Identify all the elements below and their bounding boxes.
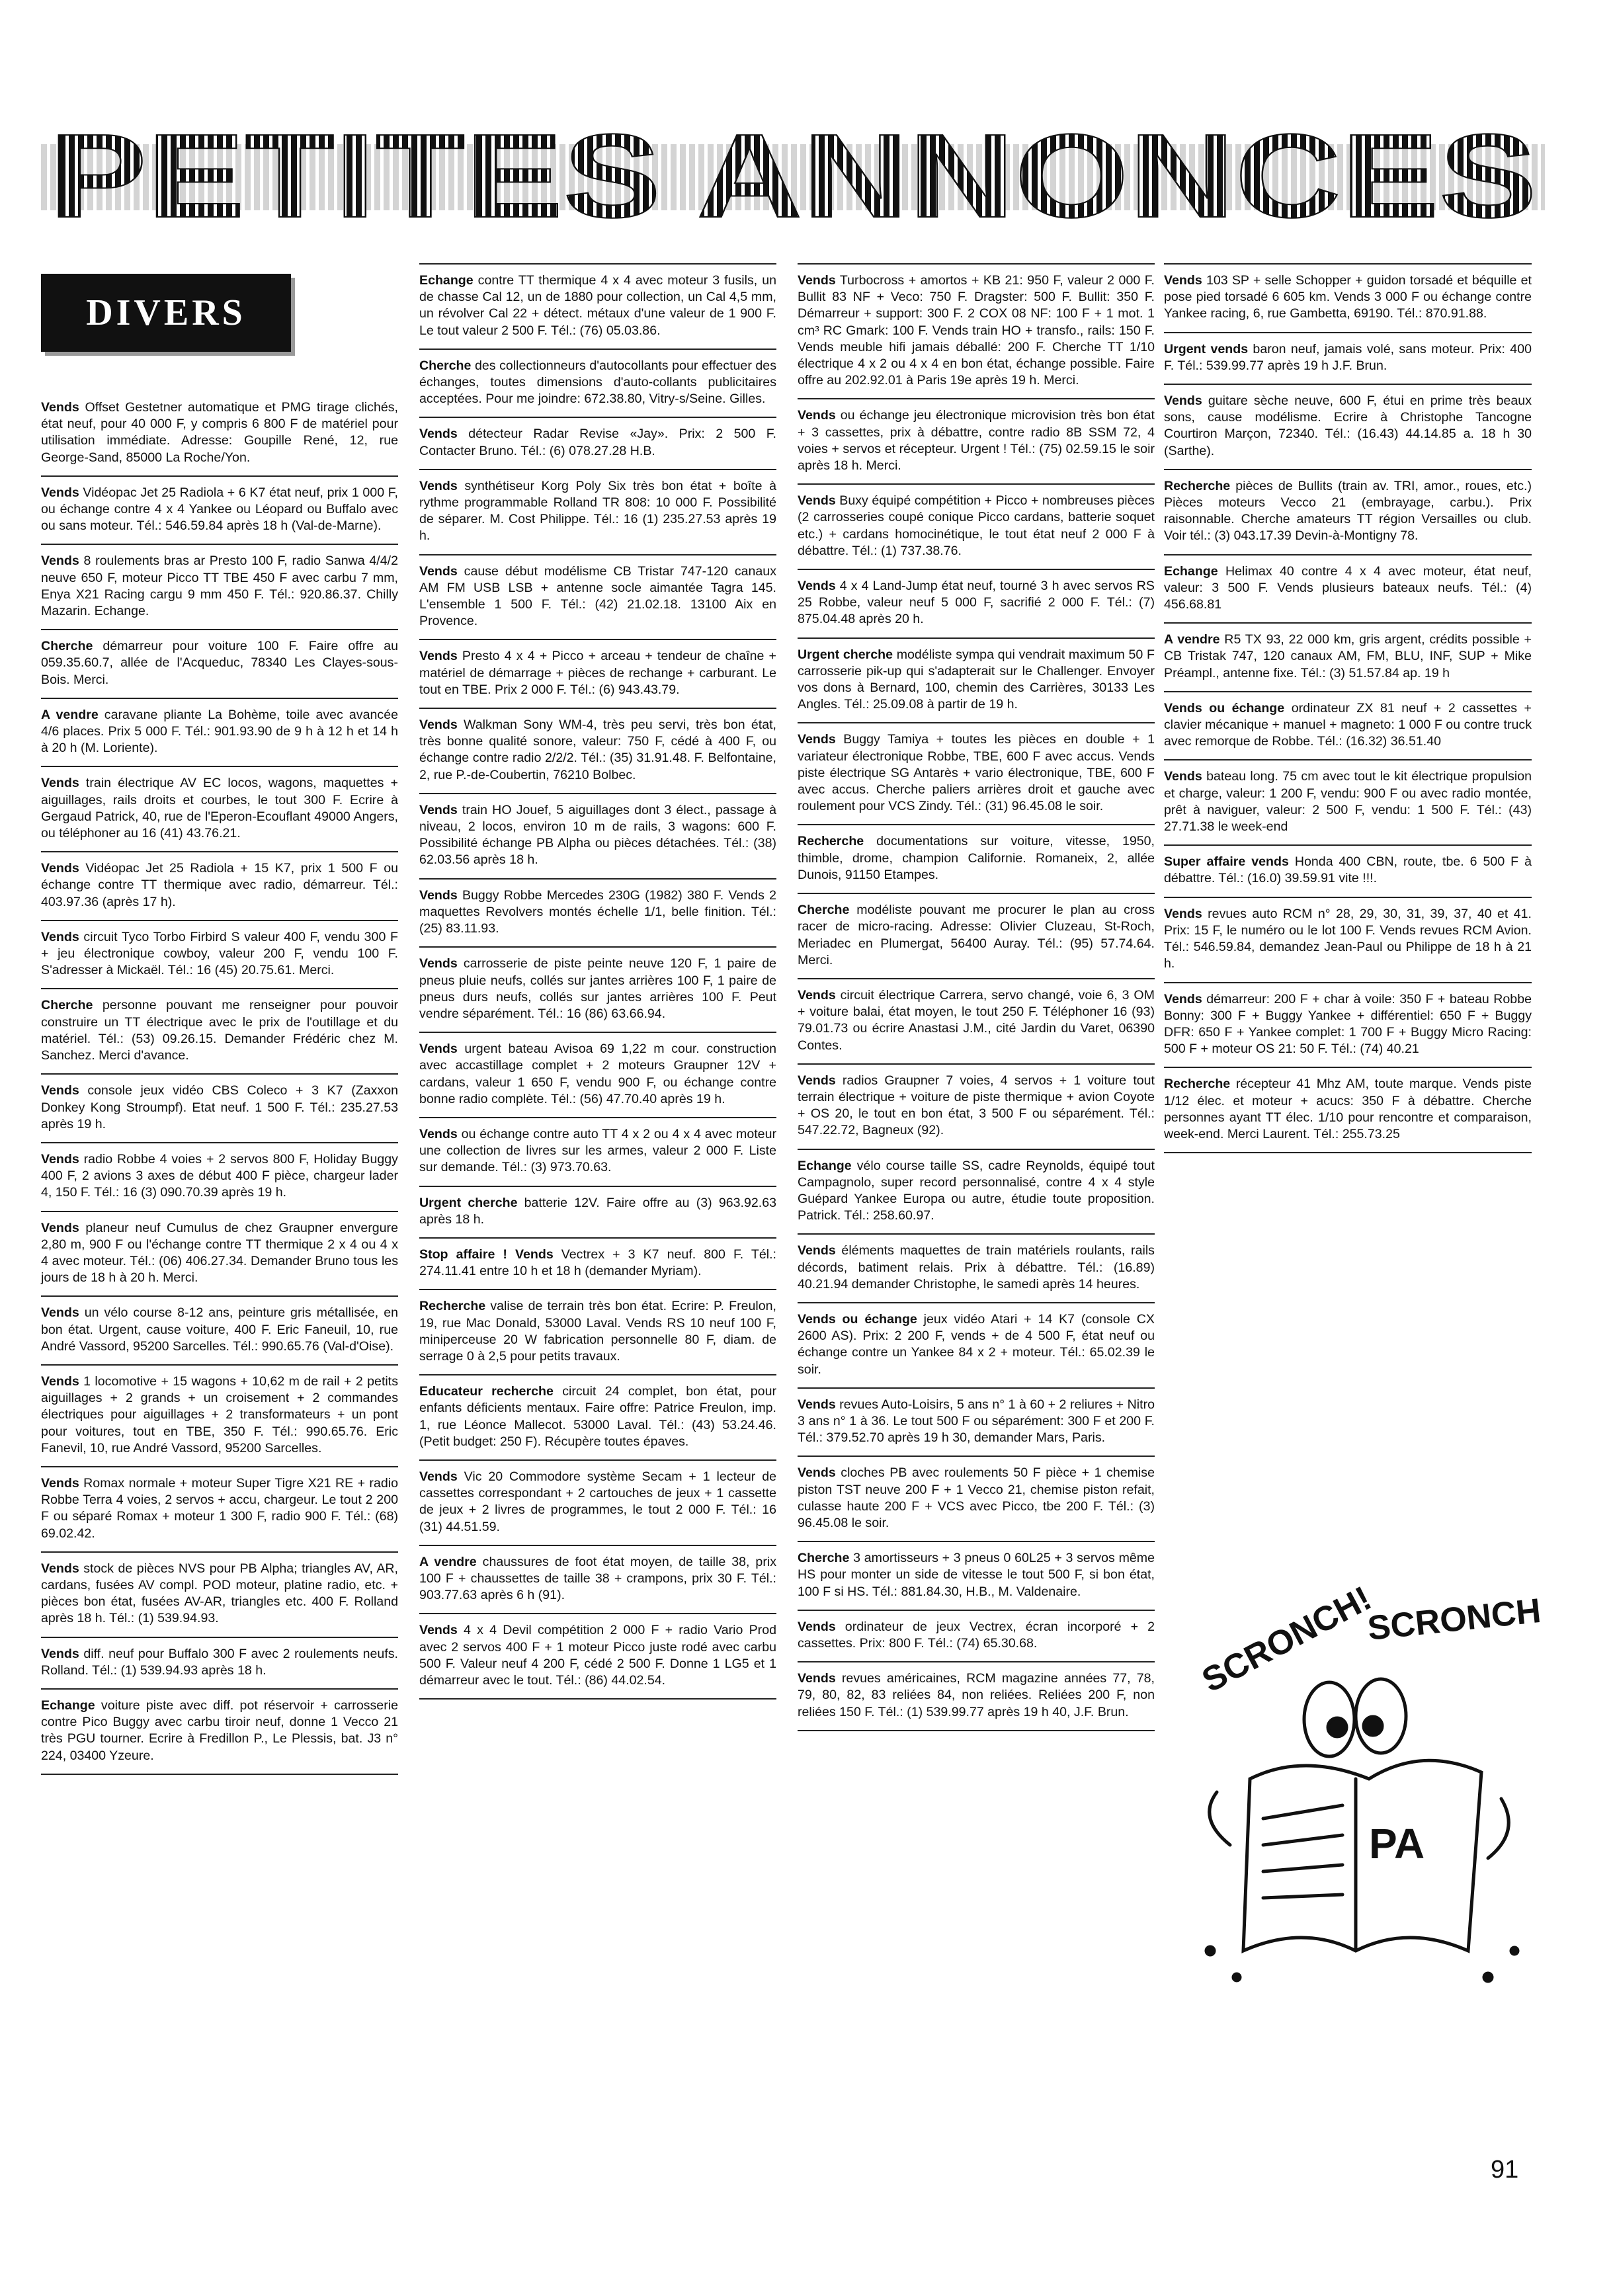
ad-text: Turbocross + amortos + KB 21: 950 F, valeur 2 000 F. Bullit 83 NF + Veco: 750 F. Dragster: 500 F. Bullit: 350 F. Démarreur + support: 300 F. 2 COX 08 NF: 100 F + 1 mot. 1 cm³ RC Gmark: 100 F. Vends train HO + transfo., rails: 150 F. Vends meuble hifi jamais déballé: 200 F. Cherche TT 1/10 électrique 4 x 2 ou 4 x 4 en bon état, échange possible. Faire offre au 202.92.01 à Paris 19e après 19 h. Merci.	[798, 273, 1155, 388]
classified-ad	[798, 1150, 1155, 1235]
ad-lead: Urgent vends	[1164, 341, 1249, 356]
ad-text: valise de terrain très bon état. Ecrire: P. Freulon, 19, rue Mac Donald, 53000 Laval. Vends RS 10 neuf 100 F, miniperceuse 20 W fabrication personnelle 80 F, diam. de serrage 0 à 2,5 pour petits travaux.	[419, 1299, 776, 1364]
classified-ad	[1164, 385, 1532, 470]
ad-text: revues Auto-Loisirs, 5 ans n° 1 à 60 + 2 reliures + Nitro 3 ans n° 1 à 36. Le tout 500 F ou séparément: 300 F et 200 F. Tél.: 379.52.70 après 19 h 30, demander Mars, Paris.	[798, 1397, 1155, 1446]
ad-text: Helimax 40 contre 4 x 4 avec moteur, état neuf, valeur: 3 500 F. Vends plusieurs bateaux neufs. Tél.: (4) 456.68.81	[1164, 563, 1532, 612]
classified-ad	[41, 1690, 398, 1775]
classified-ad	[1164, 333, 1532, 385]
ad-text: revues américaines, RCM magazine années 77, 78, 79, 80, 82, 83 reliées 84, non reliées. Reliées 200 F, non reliées 150 F. Tél.: (1) 539.99.77 après 19 h 40, J.F. Brun.	[798, 1671, 1155, 1719]
ad-lead: Vends	[419, 563, 458, 579]
ad-text: urgent bateau Avisoa 69 1,22 m cour. construction avec accastillage complet + 2 moteurs Graupner 12V + cardans, valeur 1 650 F, vendu 900 F, ou échange contre bonne radio complète. Tél.: (56) 47.70.40 après 19 h.	[419, 1042, 776, 1106]
ad-lead: Vends	[419, 956, 458, 971]
ad-text: 4 x 4 Devil compétition 2 000 F + radio Vario Prod avec 2 servos 400 F + 1 moteur Picco juste rodé avec carbu 500 F. Valeur neuf 4 200 F, cédé 2 500 F. Donne 1 LG5 et 1 démarreur avec le tout. Tél.: (86) 44.02.54.	[419, 1623, 776, 1688]
ad-text: jeux vidéo Atari + 14 K7 (console CX 2600 AS). Prix: 2 200 F, vends + de 4 500 F, état neuf ou échange contre un Yankee 84 x 2 + moteur. Tél.: 65.02.39 le soir.	[798, 1311, 1155, 1377]
ad-lead: Cherche	[419, 358, 472, 373]
ad-text: baron neuf, jamais volé, sans moteur. Prix: 400 F. Tél.: 539.99.77 après 19 h J.F. Brun.	[1164, 341, 1532, 373]
classified-ad	[1164, 624, 1532, 692]
ad-text: Romax normale + moteur Super Tigre X21 RE + radio Robbe Terra 4 voies, 2 servos + accu, chargeur. Le tout 2 200 F ou séparé Romax + moteur 1 300 F, radio 900 F. Tél.: (68) 69.02.42.	[41, 1475, 398, 1541]
ad-text: diff. neuf pour Buffalo 300 F avec 2 roulements neufs. Rolland. Tél.: (1) 539.94.93 après 18 h.	[41, 1646, 399, 1678]
ad-text: revues auto RCM n° 28, 29, 30, 31, 39, 37, 40 et 41. Prix: 15 F, le numéro ou le lot 100 F. Vends revues RCM Avion. Tél.: 546.59.84, demandez Jean-Paul ou Philippe de 18 h à 21 h.	[1164, 906, 1532, 971]
ad-text: train électrique AV EC locos, wagons, maquettes + aiguillages, rails droits et courbes, le tout 300 F. Ecrire à Gergaud Patrick, 40, rue de l'Eperon-Ecouflant 49000 Angers, ou téléphoner au 16 (41) 43.76.21.	[41, 776, 398, 841]
ad-lead: Stop affaire ! Vends	[419, 1247, 554, 1262]
ad-lead: Vends	[798, 273, 836, 288]
ad-text: planeur neuf Cumulus de chez Graupner envergure 2,80 m, 900 F ou l'échange contre TT thermique 2 x 4 ou 4 x 4 avec moteur. Tél.: (06) 406.27.34. Demander Bruno tous les jours de 18 h à 20 h. Merci.	[41, 1220, 398, 1286]
ad-lead: Vends	[41, 1220, 79, 1235]
ad-text: pièces de Bullits (train av. TRI, amor., roues, etc.) Pièces moteurs Vecco 21 (embrayage, carbu.). Prix raisonnable. Cherche amateurs TT région Versailles ou club. Voir tél.: (3) 043.17.39 Devin-à-Montigny 78.	[1164, 478, 1532, 544]
ad-text: modéliste pouvant me procurer le plan au cross racer de micro-racing. Adresse: Olivier Cluzeau, St-Roch, Meriadec en Plumergat, 56400 Auray. Tél.: (95) 57.74.64. Merci.	[798, 903, 1155, 967]
ad-lead: Recherche	[419, 1299, 486, 1314]
cartoon-text-1: SCRONCH!	[1196, 1580, 1378, 1700]
ad-lead: Super affaire vends	[1164, 854, 1289, 870]
ad-lead: Vends	[798, 493, 836, 509]
banner	[41, 118, 1545, 237]
classified-ad	[41, 1467, 398, 1553]
ad-text: Offset Gestetner automatique et PMG tirage clichés, état neuf, pour 40 000 F, y compris 6 800 F de matériel pour utilisation immédiate. Adresse: Goupille René, 12, rue George-Sand, 85000 La Roche/Yon.	[41, 400, 398, 465]
classified-ad	[41, 921, 398, 990]
ad-lead: Vends	[41, 929, 79, 944]
classified-ad	[41, 545, 398, 630]
ad-lead: Vends	[41, 554, 79, 569]
ad-text: radios Graupner 7 voies, 4 servos + 1 voiture tout terrain électrique + voiture de piste thermique + avion Coyote + OS 20, le tout en bon état, 3 500 F ou séparément. Tél.: 547.22.72, Bagneux (92).	[798, 1073, 1155, 1138]
ad-lead: Vends	[419, 1126, 458, 1141]
ad-lead: Vends	[798, 579, 836, 594]
ad-lead: Cherche	[798, 903, 850, 918]
ad-text: un vélo course 8-12 ans, peinture gris métallisée, en bon état. Urgent, cause voiture, 400 F. Eric Faneuil, 10, rue André Vassord, 95200 Sarcelles. Tél.: 990.65.76 (Val-d'Oise).	[41, 1305, 398, 1354]
ad-text: Buggy Robbe Mercedes 230G (1982) 380 F. Vends 2 maquettes Revolvers montés échelle 1/1, belle finition. Tél.: (25) 83.11.93.	[419, 887, 776, 936]
ad-lead: Vends ou échange	[798, 1311, 917, 1327]
classified-ad	[41, 391, 398, 477]
section-title: DIVERS	[41, 274, 291, 352]
ad-text: circuit électrique Carrera, servo changé, voie 6, 3 OM + voiture balai, état moyen, le tout 250 F. Téléphoner 16 (93) 79.01.73 ou écrire Anastasi J.M., cité Jardin du Varet, 06390 Contes.	[798, 987, 1155, 1053]
ad-text: démarreur pour voiture 100 F. Faire offre au 059.35.60.7, allée de l'Acqueduc, 78340 Les Clayes-sous-Bois. Merci.	[41, 639, 398, 687]
ad-text: R5 TX 93, 22 000 km, gris argent, crédits possible + CB Tristak 747, 120 canaux AM, FM, BLU, INF, SUP + Mike Préampl., antenne fixe. Tél.: (3) 51.57.84 ap. 19 h	[1164, 632, 1532, 680]
ad-text: synthétiseur Korg Poly Six très bon état + boîte à rythme programmable Rolland TR 808: 10 000 F. Possibilité de séparer. M. Cost Philippe. Tél.: 16 (1) 235.27.53 après 19 h.	[419, 478, 776, 544]
classified-ad	[41, 852, 398, 921]
ad-text: voiture piste avec diff. pot réservoir + carrosserie contre Pico Buggy avec carbu tiroir neuf, donne 1 Vecco 21 très PGU tourner. Ecrire à Fredillon P., Le Plessis, bat. J3 n° 224, 03400 Yzeure.	[41, 1698, 398, 1763]
ad-lead: Echange	[419, 273, 474, 288]
classified-ad	[419, 1290, 776, 1375]
cartoon-illustration	[1171, 1580, 1541, 2030]
ad-lead: Vends	[798, 1243, 836, 1258]
classified-ad	[798, 1389, 1155, 1457]
ad-lead: Vends	[1164, 906, 1202, 921]
classified-ad	[798, 263, 1155, 399]
classified-ad	[41, 1143, 398, 1212]
classified-ad	[419, 470, 776, 555]
classified-ad	[1164, 555, 1532, 624]
classified-ad	[798, 979, 1155, 1065]
classified-ad	[419, 1187, 776, 1239]
classified-ad	[419, 1118, 776, 1187]
classified-ad	[41, 1075, 398, 1143]
classified-ad	[1164, 263, 1532, 333]
classified-ad	[798, 894, 1155, 979]
ad-text: cloches PB avec roulements 50 F pièce + 1 chemise piston TST neuve 200 F + 1 Vecco 21, chemise piston refait, culasse haute 200 F + VCS avec Picco, tbe 200 F. Tél.: (3) 96.45.08 le soir.	[798, 1465, 1155, 1530]
column-2	[419, 263, 776, 1700]
ad-lead: Vends	[798, 1619, 836, 1634]
ad-text: contre TT thermique 4 x 4 avec moteur 3 fusils, un de chasse Cal 12, un de 1880 pour collection, un Cal 4,5 mm, un révolver Cal 22 + détect. métaux d'une valeur de 1 900 F. Le tout valeur 2 500 F. Tél.: (76) 05.03.86.	[419, 273, 776, 338]
ad-text: Honda 400 CBN, route, tbe. 6 500 F à débattre. Tél.: (16.0) 39.59.91 vite !!!.	[1164, 854, 1532, 886]
classified-ad	[419, 350, 776, 419]
classified-ad	[41, 1212, 398, 1297]
column-4	[1164, 263, 1532, 1153]
classified-ad	[41, 989, 398, 1075]
classified-ad	[1164, 898, 1532, 983]
classified-ad	[1164, 470, 1532, 555]
ad-text: Vectrex + 3 K7 neuf. 800 F. Tél.: 274.11.41 entre 10 h et 18 h (demander Myriam).	[419, 1247, 776, 1279]
ad-text: ou échange jeu électronique microvision très bon état + 3 cassettes, prix à débattre, contre radio 8B SSM 72, 4 voies + servos et récepteur. Urgent ! Tél.: (75) 02.59.15 le soir après 18 h. Merci.	[798, 408, 1155, 473]
classified-ad	[419, 1614, 776, 1700]
ad-lead: Vends	[419, 1623, 458, 1638]
ad-text: chaussures de foot état moyen, de taille 38, prix 100 F + chaussettes de taille 38 + crampons, prix 30 F. Tél.: 903.77.63 après 6 h (91).	[419, 1554, 776, 1603]
column-1	[41, 263, 398, 1775]
ad-lead: Urgent cherche	[419, 1195, 518, 1210]
ad-lead: Cherche	[41, 639, 93, 654]
ad-text: des collectionneurs d'autocollants pour effectuer des échanges, toutes dimensions d'auto-collants publicitaires acceptées. Pour me joindre: 672.38.80, Vitry-s/Seine. Gilles.	[419, 358, 776, 407]
ad-lead: Cherche	[41, 998, 93, 1013]
classified-ad	[419, 1375, 776, 1461]
cartoon-paper-label: PA	[1369, 1820, 1425, 1867]
classified-ad	[798, 485, 1155, 570]
classified-ad	[41, 630, 398, 699]
ad-text: Vidéopac Jet 25 Radiola + 15 K7, prix 1 500 F ou échange contre TT thermique avec radio, démarreur. Tél.: 403.97.36 (après 17 h).	[41, 861, 398, 909]
classified-ad	[419, 1461, 776, 1546]
ad-lead: Vends	[1164, 769, 1202, 784]
ad-text: ou échange contre auto TT 4 x 2 ou 4 x 4 avec moteur une collection de livres sur les armes, valeur 2 000 F. Liste sur demande. Tél.: (3) 973.70.63.	[419, 1126, 776, 1175]
ad-text: Presto 4 x 4 + Picco + arceau + tendeur de chaîne + matériel de démarrage + pièces de rechange + carburant. Le tout en TBE. Prix 2 000 F. Tél.: (6) 943.43.79.	[419, 649, 776, 697]
ad-text: détecteur Radar Revise «Jay». Prix: 2 500 F. Contacter Bruno. Tél.: (6) 078.27.28 H.B.	[419, 427, 776, 458]
ad-text: personne pouvant me renseigner pour pouvoir construire un TT électrique avec le prix de l'outillage et du matériel. Tél.: (53) 09.26.15. Demander Frédéric chez M. Sanchez. Merci d'avance.	[41, 998, 398, 1063]
classified-ad	[419, 709, 776, 794]
classified-ad	[41, 1366, 398, 1467]
classified-ad	[1164, 692, 1532, 761]
classified-ad	[798, 570, 1155, 639]
classified-ad	[798, 1065, 1155, 1150]
ad-text: éléments maquettes de train matériels roulants, rails décords, batiment relais. Prix à débattre. Tél.: (16.89) 40.21.94 demander Christophe, le samedi après 14 heures.	[798, 1243, 1155, 1292]
classified-ad	[419, 263, 776, 350]
ad-text: 103 SP + selle Schopper + guidon torsadé et béquille et pose pied torsadé 6 605 km. Vends 3 000 F ou échange contre Yankee racing, 6, rue Gambetta, 69190. Tél.: 870.91.88.	[1164, 273, 1532, 321]
ad-lead: Educateur recherche	[419, 1384, 554, 1399]
ad-text: Vidéopac Jet 25 Radiola + 6 K7 état neuf, prix 1 000 F, ou échange contre 4 x 4 Yankee ou Léopard ou Buffalo avec ou sans moteur. Tél.: 546.59.84 après 18 h (Val-de-Marne).	[41, 485, 398, 534]
classified-ad	[798, 825, 1155, 894]
ad-lead: Vends	[1164, 393, 1202, 409]
page-number: 91	[1491, 2156, 1519, 2184]
ad-lead: Vends	[41, 1475, 79, 1491]
ad-text: train HO Jouef, 5 aiguillages dont 3 élect., passage à niveau, 2 locos, environ 10 m de rails, 3 wagons: 600 F. Possibilité échange PB Alpha ou pièces détachées. Tél.: (38) 62.03.56 après 18 h.	[419, 802, 776, 868]
ad-text: carrosserie de piste peinte neuve 120 F, 1 paire de pneus pluie neufs, collés sur jantes arrières 100 F, 1 paire de pneus durs neufs, collés sur jantes arrières 100 F. Peut vendre séparément. Tél.: 16 (86) 63.66.94.	[419, 956, 776, 1021]
ad-lead: Vends	[419, 478, 458, 493]
classified-ad	[798, 1457, 1155, 1542]
classified-ad	[798, 399, 1155, 485]
classified-ad	[419, 1033, 776, 1118]
ad-text: Vic 20 Commodore système Secam + 1 lecteur de cassettes correspondant + 2 cartouches de jeux + 1 cassette de jeux + 2 livres de programmes, le tout 2 000 F. Tél.: 16 (31) 44.51.59.	[419, 1469, 776, 1534]
ad-lead: Vends	[419, 1042, 458, 1057]
classified-ad	[419, 794, 776, 880]
ad-text: radio Robbe 4 voies + 2 servos 800 F, Holiday Buggy 400 F, 2 avions 3 axes de début 400 F pièce, chargeur lader 4, 150 F. Tél.: 16 (3) 090.70.39 après 19 h.	[41, 1151, 398, 1200]
classified-ad	[419, 640, 776, 709]
ad-text: Walkman Sony WM-4, très peu servi, très bon état, très bonne qualité sonore, valeur: 750 F, cédé à 400 F, ou échange contre radio 2/2/2. Tél.: (35) 31.91.48. F. Belfontaine, 2, rue P.-de-Coubertin, 76210 Bolbec.	[419, 718, 776, 782]
ad-lead: Vends	[419, 649, 458, 664]
cartoon-text-2: SCRONCH!	[1366, 1590, 1541, 1648]
classified-ad	[798, 1235, 1155, 1303]
ad-text: démarreur: 200 F + char à voile: 350 F + bateau Robbe Bonny: 300 F + Buggy Yankee + différentiel: 650 F + Buggy DFR: 650 F + Yankee complet: 1 700 F + Buggy Micro Racing: 500 F + moteur OS 21: 50 F. Tél.: (74) 40.21	[1164, 991, 1532, 1057]
ad-text: Buggy Tamiya + toutes les pièces en double + 1 variateur électronique Robbe, TBE, 600 F avec accus. Vends piste électrique SG Antarès + vario électronique, TBE, 600 F avec accus. Cherche paliers arrières droit et gauche avec roulement pour VCS Zindy. Tél.: (31) 96.45.08 le soir.	[798, 732, 1155, 814]
ad-text: bateau long. 75 cm avec tout le kit électrique propulsion et charge, valeur: 1 200 F, vendu: 900 F ou avec radio montée, prêt à naviguer, valeur: 2 500 F, vendu: 1 500 F. Tél.: (43) 27.71.38 le week-end	[1164, 769, 1532, 835]
ad-text: modéliste sympa qui vendrait maximum 50 F carrosserie pik-up qui s'adapterait sur le Challenger. Envoyer vos dons à Bernard, 100, chemin des Carrières, 30133 Les Angles. Tél.: 25.09.08 à partir de 19 h.	[798, 647, 1155, 712]
ad-lead: Vends	[41, 1151, 79, 1167]
ad-lead: Vends	[419, 802, 458, 817]
ad-text: 8 roulements bras ar Presto 100 F, radio Sanwa 4/4/2 neuve 650 F, moteur Picco TT TBE 450 F avec carbu 7 mm, Enya X21 Racing cargu 9 mm 450 F. Tél.: 920.86.37. Chilly Mazarin. Echange.	[41, 554, 398, 619]
classified-ad	[41, 699, 398, 768]
banner-title: PETITES ANNONCES	[49, 118, 1537, 237]
ad-text: guitare sèche neuve, 600 F, étui en prime très beaux sons, cause modélisme. Ecrire à Christophe Tancogne Courtiron Marçon, 72340. Tél.: (16.43) 44.14.85 a. 18 h 30 (Sarthe).	[1164, 393, 1532, 458]
classified-ad	[41, 1297, 398, 1366]
ad-text: vélo course taille SS, cadre Reynolds, équipé tout Campagnolo, super record personnalisé, contre 4 x 4 style Guépard Yankee Europa ou autre, étudie toute proposition. Patrick. Tél.: 258.60.97.	[798, 1158, 1155, 1223]
ad-text: Buxy équipé compétition + Picco + nombreuses pièces (2 carrosseries coupé conique Picco cardans, batterie soquet etc.) + cardans homocinétique, le tout état neuf 2 000 F à débattre. Tél.: (1) 737.38.76.	[798, 493, 1155, 558]
ad-lead: Vends	[41, 400, 79, 415]
ad-lead: Vends	[41, 1083, 79, 1098]
classified-ad	[798, 1611, 1155, 1662]
classified-ad	[419, 418, 776, 470]
classified-ad	[798, 723, 1155, 825]
ad-text: circuit Tyco Torbo Firbird S valeur 400 F, vendu 300 F + jeu électronique cowboy, valeur 200 F, vendu 100 F. S'adresser à Mickaël. Tél.: 16 (45) 20.75.61. Merci.	[41, 929, 398, 978]
ad-text: caravane pliante La Bohème, toile avec avancée 4/6 places. Prix 5 000 F. Tél.: 901.93.90 de 9 h à 12 h et 14 h à 20 h (M. Loriente).	[41, 707, 398, 756]
ad-lead: Vends ou échange	[1164, 700, 1285, 716]
ad-lead: Recherche	[798, 834, 864, 849]
ad-lead: Vends	[798, 1397, 836, 1412]
ad-lead: Vends	[41, 861, 79, 876]
classified-ad	[419, 1546, 776, 1615]
ad-text: récepteur 41 Mhz AM, toute marque. Vends piste 1/12 élec. et moteur + acucs: 350 F à débattre. Cherche personnes ayant TT élec. 1/10 pour rencontre et comparaison, week-end. Merci Laurent. Tél.: 255.73.25	[1164, 1077, 1532, 1141]
ad-lead: Vends	[41, 1646, 79, 1661]
ad-lead: Cherche	[798, 1551, 850, 1566]
ad-lead: Vends	[41, 776, 79, 791]
ad-text: documentations sur voiture, vitesse, 1950, thimble, drome, champion Californie. Romaneix, 2, allée Dunois, 91150 Etampes.	[798, 834, 1155, 882]
ad-text: 4 x 4 Land-Jump état neuf, tourné 3 h avec servos RS 25 Robbe, valeur neuf 5 000 F, sacrifié 2 000 F. Tél.: (7) 875.04.48 après 20 h.	[798, 579, 1155, 627]
ad-lead: Vends	[41, 1305, 79, 1321]
ad-text: cause début modélisme CB Tristar 747-120 canaux AM FM USB LSB + antenne socle aimantée Tagra 145. L'ensemble 1 500 F. Tél.: (42) 21.02.18. 13100 Aix en Provence.	[419, 563, 777, 629]
classified-ad	[41, 767, 398, 852]
classified-ad	[1164, 760, 1532, 846]
ad-text: stock de pièces NVS pour PB Alpha; triangles AV, AR, cardans, fusées AV compl. POD moteur, platine radio, etc. + pièces bon état, fusées AV-AR, triangles etc. 400 F. Rolland après 18 h. Tél.: (1) 539.94.93.	[41, 1561, 398, 1626]
ad-lead: Vends	[798, 408, 836, 423]
classified-ad	[41, 1638, 398, 1690]
ad-lead: Vends	[419, 887, 458, 903]
ad-lead: Vends	[419, 1469, 458, 1484]
ad-lead: Urgent cherche	[798, 647, 893, 662]
ad-text: console jeux vidéo CBS Coleco + 3 K7 (Zaxxon Donkey Kong Stroumpf). Etat neuf. 1 500 F. Tél.: 235.27.53 après 19 h.	[41, 1083, 398, 1131]
ad-lead: Recherche	[1164, 478, 1231, 493]
ad-lead: Echange	[1164, 563, 1218, 579]
classified-ad	[1164, 846, 1532, 897]
classified-ad	[798, 639, 1155, 724]
ad-lead: Vends	[798, 1671, 836, 1686]
ad-text: batterie 12V. Faire offre au (3) 963.92.63 après 18 h.	[419, 1195, 776, 1227]
ad-lead: Vends	[798, 1073, 836, 1088]
classified-ad	[419, 1239, 776, 1290]
ad-lead: Vends	[419, 427, 458, 442]
classified-ad	[798, 1662, 1155, 1731]
classified-ad	[1164, 1068, 1532, 1153]
ad-lead: Vends	[41, 1374, 79, 1389]
classified-ad	[419, 948, 776, 1033]
ad-lead: Vends	[798, 1465, 836, 1481]
ad-text: ordinateur de jeux Vectrex, écran incorporé + 2 cassettes. Prix: 800 F. Tél.: (74) 65.30.68.	[798, 1619, 1155, 1651]
ad-lead: Vends	[41, 1561, 79, 1576]
classified-ad	[41, 477, 398, 546]
classified-ad	[798, 1303, 1155, 1389]
ad-lead: Vends	[419, 718, 458, 733]
classified-ad	[798, 1542, 1155, 1611]
classified-ad	[419, 555, 776, 641]
ad-lead: Vends	[1164, 273, 1202, 288]
classified-ad	[1164, 983, 1532, 1069]
ad-lead: Echange	[41, 1698, 95, 1713]
ad-lead: Vends	[798, 987, 836, 1003]
ad-lead: Vends	[1164, 991, 1202, 1006]
ad-lead: Vends	[798, 732, 836, 747]
ad-lead: A vendre	[419, 1554, 477, 1569]
ad-lead: Recherche	[1164, 1077, 1231, 1092]
ad-lead: Vends	[41, 485, 79, 500]
ad-text: circuit 24 complet, bon état, pour enfants déficients mentaux. Faire offre: Patrice Freulon, imp. 1, rue Léonce Mallecot. 53000 Laval. Tél.: (43) 53.24.46. (Petit budget: 250 F). Récupère toutes épaves.	[419, 1384, 776, 1449]
ad-text: ordinateur ZX 81 neuf + 2 cassettes + clavier mécanique + manuel + magneto: 1 000 F ou contre truck avec remorque de Robbe. Tél.: (16.32) 36.51.40	[1164, 700, 1532, 749]
column-3	[798, 263, 1155, 1731]
ad-text: 1 locomotive + 15 wagons + 10,62 m de rail + 2 petits aiguillages + 2 grands + un croisement + 2 commandes électriques pour aiguillages + 2 transformateurs + un pont pour voitures, tout en TBE, 350 F. Tél.: 990.65.76. Eric Fanevil, 10, rue André Vassord, 95200 Sarcelles.	[41, 1374, 398, 1456]
ad-lead: Echange	[798, 1158, 852, 1173]
ad-lead: A vendre	[41, 707, 99, 722]
ad-lead: A vendre	[1164, 632, 1220, 647]
ad-text: 3 amortisseurs + 3 pneus 0 60L25 + 3 servos même HS pour monter un side de vitesse le tout 500 F, si bon état, 100 F si HS. Tél.: 881.84.30, H.B., M. Valdenaire.	[798, 1551, 1155, 1599]
classified-ad	[419, 880, 776, 948]
classified-ad	[41, 1553, 398, 1638]
